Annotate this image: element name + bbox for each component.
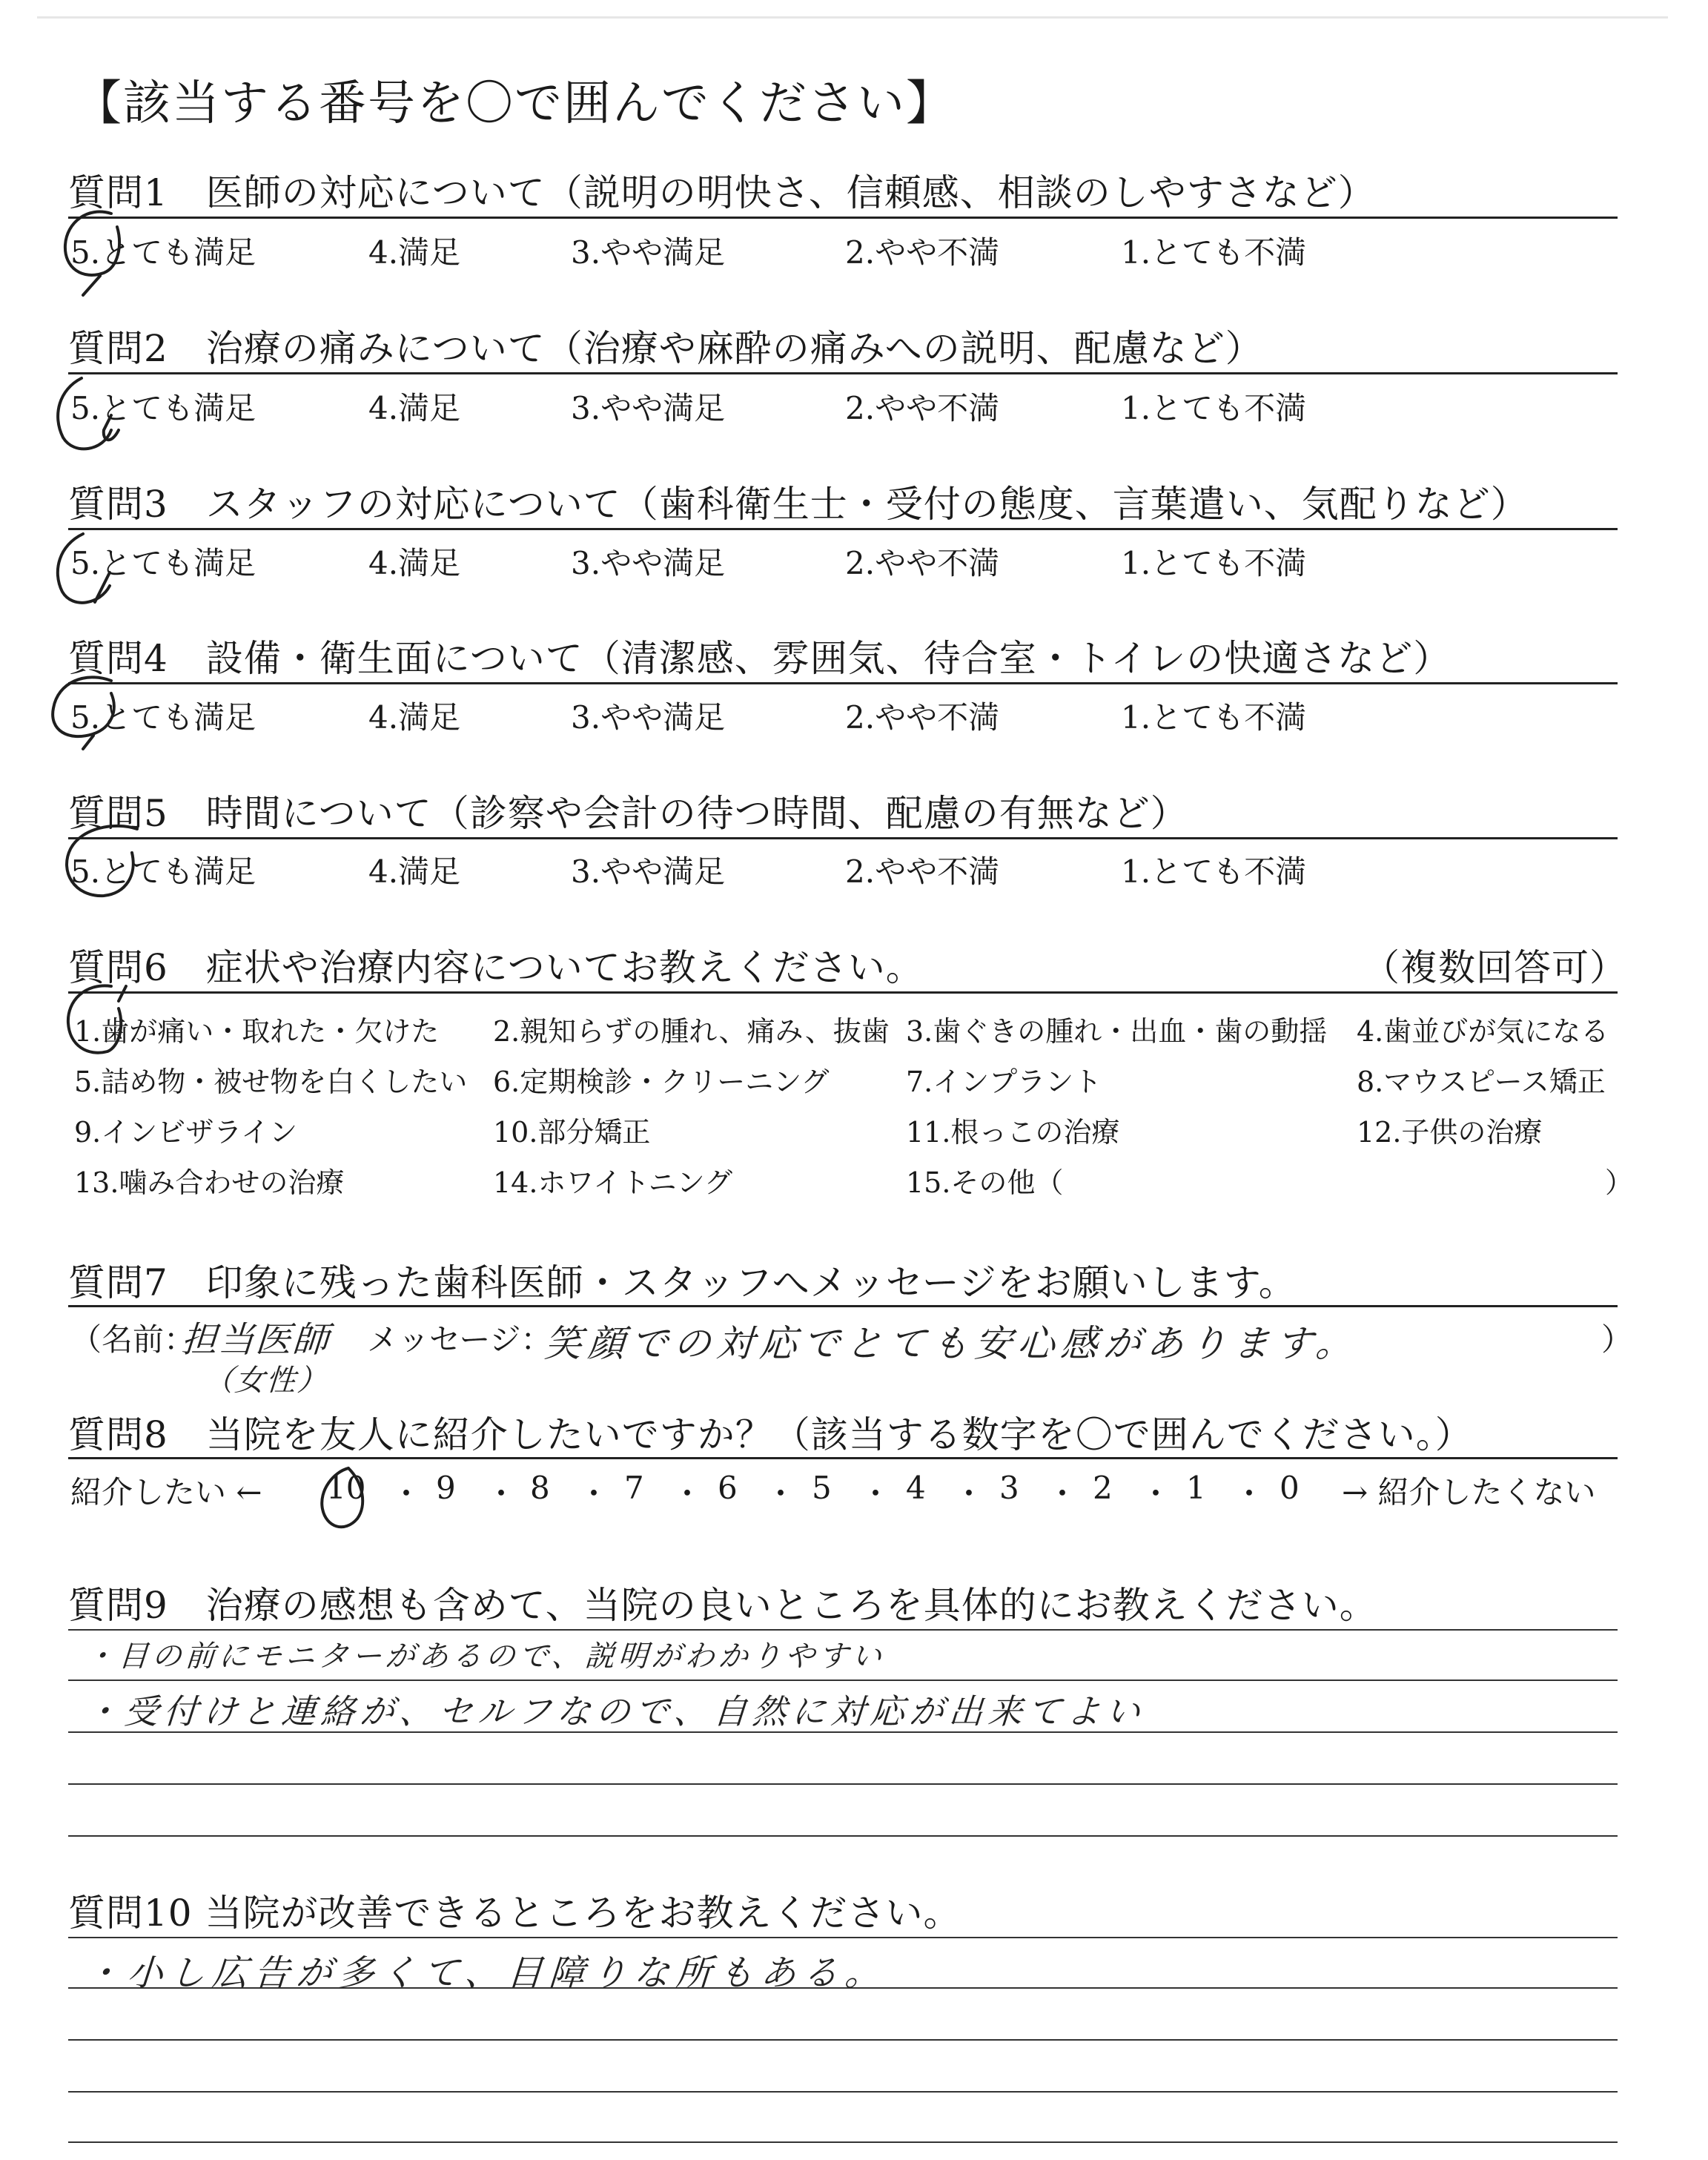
q8-scale-dot: ・: [953, 1476, 985, 1512]
q7-name-label: （名前：: [70, 1321, 196, 1358]
q8-scale-dot: ・: [1234, 1476, 1265, 1512]
q7-name-note-handwritten: （女性）: [202, 1364, 330, 1398]
q2-option-2[interactable]: 2.やや不満: [845, 390, 1000, 426]
q8-scale-dot: ・: [486, 1476, 517, 1512]
question-4-label: 質問4 設備・衛生面について（清潔感、雰囲気、待合室・トイレの快適さなど）: [68, 637, 1452, 680]
q8-scale-dot: ・: [860, 1476, 892, 1512]
q7-message-handwritten[interactable]: 笑顔での対応でとても安心感があります。: [543, 1322, 1360, 1365]
q5-option-3[interactable]: 3.やや満足: [571, 853, 726, 890]
q8-scale-3[interactable]: 3: [999, 1470, 1019, 1506]
q8-scale-dot: ・: [578, 1476, 610, 1512]
q2-option-5[interactable]: 5.とても満足: [70, 390, 256, 426]
q6-option-13[interactable]: 13.噛み合わせの治療: [74, 1166, 345, 1199]
q5-option-5[interactable]: 5.とても満足: [70, 853, 256, 890]
q1-option-3[interactable]: 3.やや満足: [571, 234, 726, 271]
q1-option-2[interactable]: 2.やや不満: [845, 234, 1000, 271]
question-10-label: 質問10 当院が改善できるところをお教えください。: [68, 1892, 961, 1935]
q1-option-4[interactable]: 4.満足: [368, 234, 461, 271]
q1-option-1[interactable]: 1.とても不満: [1121, 234, 1307, 271]
q2-option-1[interactable]: 1.とても不満: [1121, 390, 1307, 426]
q2-answer-circle: [58, 378, 119, 449]
q5-option-2[interactable]: 2.やや不満: [845, 853, 1000, 890]
q2-option-3[interactable]: 3.やや満足: [571, 390, 726, 426]
q2-option-4[interactable]: 4.満足: [368, 390, 461, 426]
q4-option-2[interactable]: 2.やや不満: [845, 699, 1000, 736]
q4-answer-circle: [53, 677, 114, 749]
question-3-label: 質問3 スタッフの対応について（歯科衛生士・受付の態度、言葉遣い、気配りなど）: [68, 483, 1529, 526]
question-8-label: 質問8 当院を友人に紹介したいですか？（該当する数字を〇で囲んでください。）: [68, 1413, 1473, 1456]
q10-answer-line-1[interactable]: ・小し広告が多くて、目障りな所もある。: [83, 1952, 889, 1994]
q8-scale-dot: ・: [391, 1476, 423, 1512]
q3-option-1[interactable]: 1.とても不満: [1121, 545, 1307, 581]
q8-scale-2[interactable]: 2: [1093, 1470, 1113, 1506]
question-1-label: 質問1 医師の対応について（説明の明快さ、信頼感、相談のしやすさなど）: [68, 171, 1376, 214]
q8-left-label: 紹介したい ←: [70, 1474, 262, 1510]
q7-close-paren: ）: [1601, 1321, 1633, 1358]
q6-option-15[interactable]: 15.その他（: [906, 1166, 1064, 1199]
q4-option-4[interactable]: 4.満足: [368, 699, 461, 736]
question-9-label: 質問9 治療の感想も含めて、当院の良いところを具体的にお教えください。: [68, 1584, 1377, 1627]
q3-answer-circle: [58, 534, 110, 603]
question-2-label: 質問2 治療の痛みについて（治療や麻酔の痛みへの説明、配慮など）: [68, 327, 1263, 370]
question-6-note: （複数回答可）: [1363, 946, 1627, 989]
q3-option-4[interactable]: 4.満足: [368, 545, 461, 581]
q9-answer-line-1[interactable]: ・目の前にモニターがあるので、説明がわかりやすい: [84, 1639, 887, 1674]
q6-option-2[interactable]: 2.親知らずの腫れ、痛み、抜歯: [493, 1015, 890, 1048]
question-6-label: 質問6 症状や治療内容についてお教えください。: [68, 946, 924, 989]
q6-option-15-close: ）: [1605, 1166, 1634, 1199]
q6-option-9[interactable]: 9.インビザライン: [74, 1116, 298, 1149]
q6-answer-circle: [68, 985, 126, 1052]
q6-option-1[interactable]: 1.歯が痛い・取れた・欠けた: [74, 1015, 440, 1048]
q8-scale-5[interactable]: 5: [812, 1470, 832, 1506]
question-7-label: 質問7 印象に残った歯科医師・スタッフへメッセージをお願いします。: [68, 1261, 1297, 1304]
q8-scale-9[interactable]: 9: [436, 1470, 456, 1506]
q8-scale-dot: ・: [1047, 1476, 1079, 1512]
q1-option-5[interactable]: 5.とても満足: [70, 234, 256, 271]
q8-scale-1[interactable]: 1: [1186, 1470, 1206, 1506]
q6-option-8[interactable]: 8.マウスピース矯正: [1357, 1066, 1606, 1098]
q6-option-6[interactable]: 6.定期検診・クリーニング: [493, 1066, 830, 1098]
q8-scale-dot: ・: [765, 1476, 797, 1512]
q4-option-3[interactable]: 3.やや満足: [571, 699, 726, 736]
q8-scale-0[interactable]: 0: [1280, 1470, 1300, 1506]
form-title: 【該当する番号を〇で囲んでください】: [74, 76, 955, 131]
q6-option-7[interactable]: 7.インプラント: [906, 1066, 1102, 1098]
q3-option-2[interactable]: 2.やや不満: [845, 545, 1000, 581]
q6-option-4[interactable]: 4.歯並びが気になる: [1357, 1015, 1609, 1048]
q5-answer-circle: [67, 826, 137, 896]
q3-option-3[interactable]: 3.やや満足: [571, 545, 726, 581]
q3-option-5[interactable]: 5.とても満足: [70, 545, 256, 581]
q6-option-10[interactable]: 10.部分矯正: [493, 1116, 651, 1149]
q6-option-3[interactable]: 3.歯ぐきの腫れ・出血・歯の動揺: [906, 1015, 1328, 1048]
q1-answer-circle: [65, 212, 119, 295]
q5-option-4[interactable]: 4.満足: [368, 853, 461, 890]
q7-name-handwritten[interactable]: 担当医師: [179, 1319, 331, 1361]
q8-scale-7[interactable]: 7: [624, 1470, 644, 1506]
q8-scale-8[interactable]: 8: [530, 1470, 550, 1506]
q7-message-label: メッセージ：: [367, 1321, 552, 1358]
q4-option-5[interactable]: 5.とても満足: [70, 699, 256, 736]
q9-answer-line-2[interactable]: ・受付けと連絡が、セルフなので、自然に対応が出来てよい: [83, 1691, 1147, 1731]
q6-option-5[interactable]: 5.詰め物・被せ物を白くしたい: [74, 1066, 468, 1098]
q8-scale-6[interactable]: 6: [718, 1470, 738, 1506]
question-5-label: 質問5 時間について（診察や会計の待つ時間、配慮の有無など）: [68, 792, 1188, 835]
q8-right-label: → 紹介したくない: [1342, 1474, 1596, 1510]
q4-option-1[interactable]: 1.とても不満: [1121, 699, 1307, 736]
q6-option-12[interactable]: 12.子供の治療: [1357, 1116, 1543, 1149]
q5-option-1[interactable]: 1.とても不満: [1121, 853, 1307, 890]
q8-answer-circle: [322, 1468, 366, 1527]
q6-option-11[interactable]: 11.根っこの治療: [906, 1116, 1120, 1149]
q8-scale-10[interactable]: 10: [326, 1470, 366, 1506]
q6-option-14[interactable]: 14.ホワイトニング: [493, 1166, 733, 1199]
q8-scale-dot: ・: [672, 1476, 704, 1512]
q8-scale-4[interactable]: 4: [906, 1470, 926, 1506]
q8-scale-dot: ・: [1140, 1476, 1172, 1512]
